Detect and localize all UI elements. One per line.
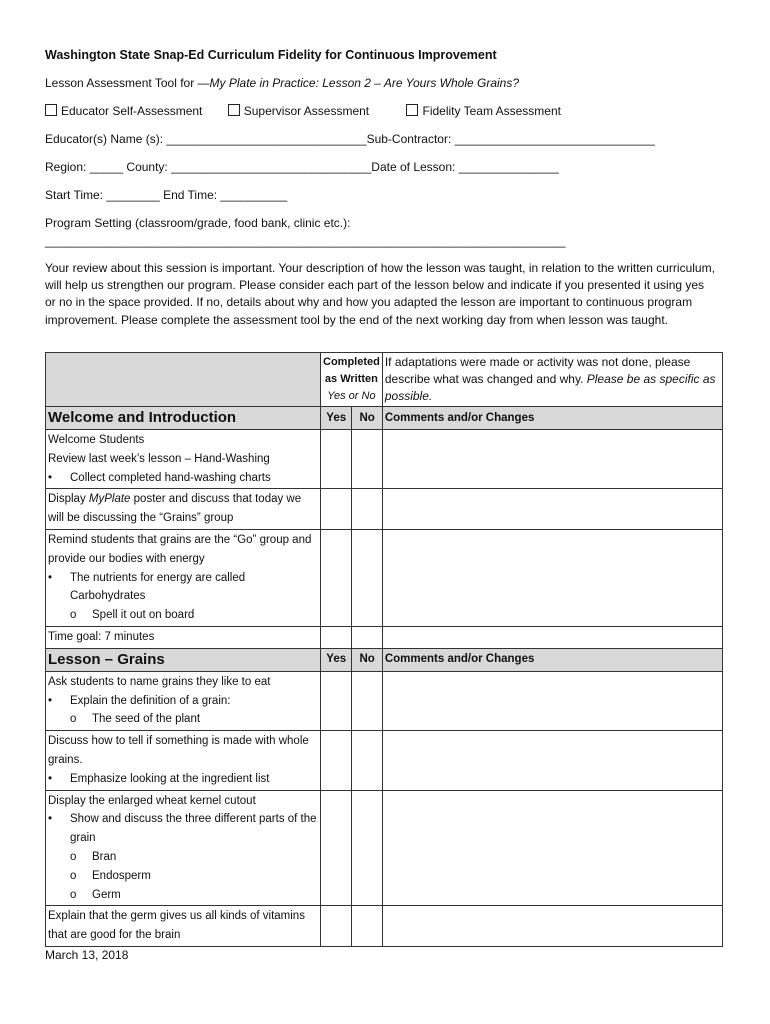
yes-cell[interactable] xyxy=(321,906,352,947)
table-row xyxy=(46,906,723,947)
educator-name-field[interactable]: Educator(s) Name (s): ______________________________Sub-Contractor: ______________________________ xyxy=(45,132,655,146)
comments-header: Comments and/or Changes xyxy=(382,648,722,671)
bullet-icon: • xyxy=(48,813,53,826)
bullet-icon: • xyxy=(48,571,53,584)
lesson-subtitle: Lesson Assessment Tool for —My Plate in Practice: Lesson 2 – Are Yours Whole Grains? xyxy=(45,76,520,90)
no-cell[interactable] xyxy=(352,731,382,790)
checkbox-icon[interactable] xyxy=(45,104,57,116)
activity-cell: Explain that the germ gives us all kinds of vitamins that are good for the brain xyxy=(46,906,321,947)
no-cell[interactable] xyxy=(352,671,382,730)
table-row xyxy=(46,790,723,906)
table-row xyxy=(46,626,723,648)
table-row xyxy=(46,671,723,730)
comments-cell[interactable] xyxy=(382,430,722,489)
circle-bullet-icon: o xyxy=(70,888,77,901)
section-header-lesson xyxy=(46,648,723,671)
instructions-paragraph: Your review about this session is important. Your description of how the lesson was taught, in relation to the written curriculum, will help us strengthen our program. Please consider each part of the lesson below and indicate if you presented it using yes or no in the space provided. If no, details about why and how you adapted the lesson are important to continuous program improvement. Please complete the assessment tool by the end of the next working day from when lesson was taught. xyxy=(45,261,715,327)
comments-cell[interactable] xyxy=(382,731,722,790)
activity-cell: Welcome Students Review last week’s lesson – Hand-Washing • Collect completed hand-washing charts xyxy=(46,430,321,489)
program-setting-label: Program Setting (classroom/grade, food bank, clinic etc.): xyxy=(45,216,351,230)
yes-cell[interactable] xyxy=(321,626,352,648)
no-cell[interactable] xyxy=(352,529,382,626)
section-header-welcome xyxy=(46,407,723,430)
region-county-date-field[interactable]: Region: _____ County: ______________________________Date of Lesson: _______________ xyxy=(45,160,559,174)
section-title: Lesson – Grains xyxy=(46,648,321,671)
table-row xyxy=(46,529,723,626)
yes-cell[interactable] xyxy=(321,529,352,626)
bullet-icon: • xyxy=(48,471,53,484)
activity-cell: Display the enlarged wheat kernel cutout • Show and discuss the three different parts of the grain o Bran o Endosperm o Germ xyxy=(46,790,321,906)
yes-cell[interactable] xyxy=(321,671,352,730)
option-supervisor[interactable]: Supervisor Assessment xyxy=(228,104,369,118)
no-cell[interactable] xyxy=(352,626,382,648)
yes-cell[interactable] xyxy=(321,731,352,790)
no-cell[interactable] xyxy=(352,790,382,906)
header-blank-cell xyxy=(46,353,321,407)
comments-cell[interactable] xyxy=(382,529,722,626)
no-header: No xyxy=(352,648,382,671)
program-setting-field[interactable]: ______________________________________________________________________________ xyxy=(45,234,566,248)
table-row xyxy=(46,489,723,530)
yes-cell[interactable] xyxy=(321,430,352,489)
time-field[interactable]: Start Time: ________ End Time: __________ xyxy=(45,188,288,202)
circle-bullet-icon: o xyxy=(70,713,77,726)
yes-header: Yes xyxy=(321,407,352,430)
completed-as-written-header: Completed as Written Yes or No xyxy=(321,353,383,407)
no-cell[interactable] xyxy=(352,906,382,947)
time-goal-cell: Time goal: 7 minutes xyxy=(46,626,321,648)
comments-cell[interactable] xyxy=(382,489,722,530)
circle-bullet-icon: o xyxy=(70,850,77,863)
checkbox-icon[interactable] xyxy=(406,104,418,116)
comments-header: Comments and/or Changes xyxy=(382,407,722,430)
activity-cell: Remind students that grains are the “Go” group and provide our bodies with energy • The nutrients for energy are called Carbohydrates o Spell it out on board xyxy=(46,529,321,626)
comments-cell[interactable] xyxy=(382,790,722,906)
comments-cell[interactable] xyxy=(382,626,722,648)
yes-cell[interactable] xyxy=(321,489,352,530)
circle-bullet-icon: o xyxy=(70,609,77,622)
assessment-table xyxy=(45,352,723,947)
document-title: Washington State Snap-Ed Curriculum Fidelity for Continuous Improvement xyxy=(45,48,497,62)
adaptations-header: If adaptations were made or activity was not done, please describe what was changed and why. Please be as specific as possible. xyxy=(382,353,722,407)
assessment-type-options xyxy=(45,104,583,118)
comments-cell[interactable] xyxy=(382,671,722,730)
bullet-icon: • xyxy=(48,694,53,707)
table-row xyxy=(46,731,723,790)
section-title: Welcome and Introduction xyxy=(46,407,321,430)
footer-date: March 13, 2018 xyxy=(45,948,129,962)
option-educator-self[interactable]: Educator Self-Assessment xyxy=(45,104,202,118)
no-header: No xyxy=(352,407,382,430)
option-fidelity-team[interactable]: Fidelity Team Assessment xyxy=(406,104,561,118)
checkbox-icon[interactable] xyxy=(228,104,240,116)
table-row xyxy=(46,430,723,489)
bullet-icon: • xyxy=(48,772,53,785)
activity-cell: Ask students to name grains they like to eat • Explain the definition of a grain: o The seed of the plant xyxy=(46,671,321,730)
no-cell[interactable] xyxy=(352,489,382,530)
circle-bullet-icon: o xyxy=(70,869,77,882)
yes-header: Yes xyxy=(321,648,352,671)
comments-cell[interactable] xyxy=(382,906,722,947)
lesson-name: My Plate in Practice: Lesson 2 – Are Yours Whole Grains? xyxy=(209,76,520,90)
activity-cell: Discuss how to tell if something is made with whole grains. • Emphasize looking at the ingredient list xyxy=(46,731,321,790)
table-column-header xyxy=(46,353,723,407)
activity-cell: Display MyPlate poster and discuss that today we will be discussing the “Grains” group xyxy=(46,489,321,530)
yes-cell[interactable] xyxy=(321,790,352,906)
no-cell[interactable] xyxy=(352,430,382,489)
